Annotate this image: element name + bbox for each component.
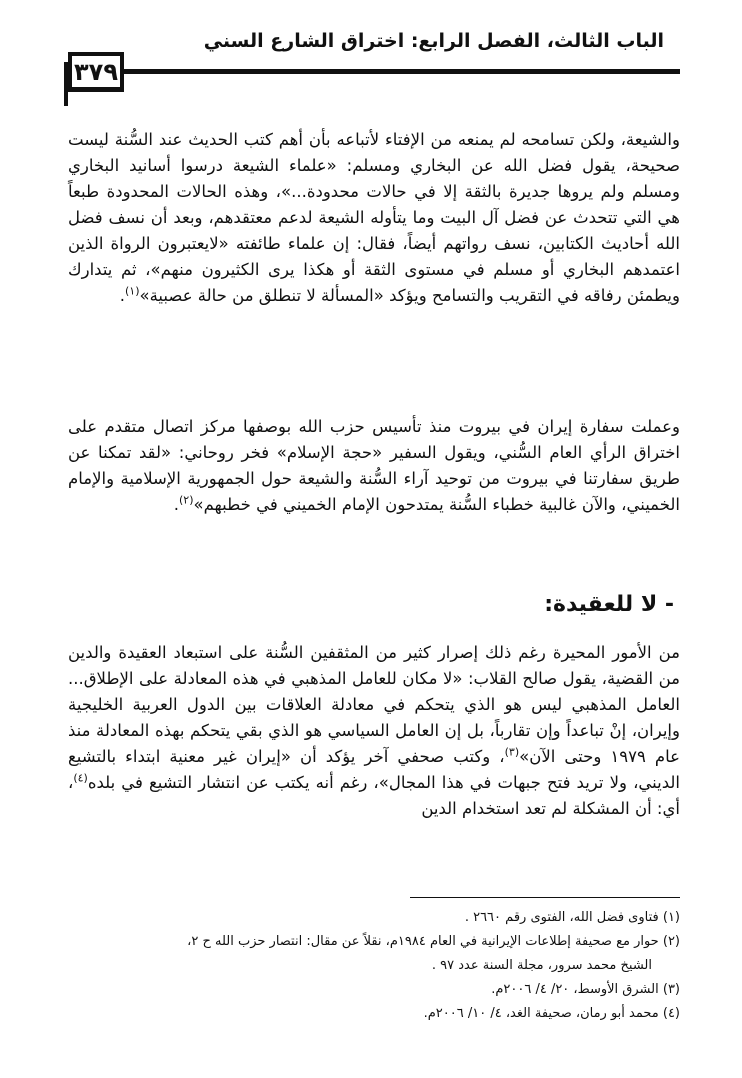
paragraph-3-text-a: من الأمور المحيرة رغم ذلك إصرار كثير من المثقفين السُّنة على استبعاد العقيدة والدين من القضية، يقول صالح القلاب: «لا مكان للعامل المذهبي في هذه المعادلة على الإطلاق... العامل المذهبي ليس هو الذي يتحكم في معادلة العلاقات بين الدول العربية الخليجية وإيران، إنْ تباعداً وإن تقارباً، بل إن العامل السياسي هو الذي بقي يتحكم بهذه المعادلة منذ عام ١٩٧٩ وحتى الآن» [68, 643, 680, 766]
paragraph-1-text: والشيعة، ولكن تسامحه لم يمنعه من الإفتاء لأتباعه بأن أهم كتب الحديث عند السُّنة ليست صحيحة، يقول فضل الله عن البخاري ومسلم: «علماء الشيعة درسوا أسانيد البخاري ومسلم ولم يروها جديرة بالثقة إلا في حالات محدودة...»، وهذه الحالات المحدودة طبعاً هي التي تتحدث عن فضل آل البيت وما يتأوله الشيعة لدعم معتقدهم، وبعد أن نسف فضل الله أحاديث الكتابين، نسف رواتهم أيضاً، فقال: إن علماء طائفته «لايعتبرون الرواة الذين اعتمدهم البخاري أو مسلم في مستوى الثقة أو هكذا يرى الكثيرون منهم»، ثم يتدارك ويطمئن رفاقه في التقريب والتسامح ويؤكد «المسألة لا تنطلق من حالة عصبية» [68, 130, 680, 305]
running-header-title: الباب الثالث، الفصل الرابع: اختراق الشارع السني [203, 30, 664, 52]
paragraph-2-text: وعملت سفارة إيران في بيروت منذ تأسيس حزب الله بوصفها مركز اتصال متقدم على اختراق الرأي العام السُّني، ويقول السفير «حجة الإسلام» فخر روحاني: «لقد تمكنا عن طريق سفارتنا في بيروت من توحيد آراء السُّنة والشيعة حول الجمهورية الإسلامية والإمام الخميني، والآن غالبية خطباء السُّنة يمتدحون الإمام الخميني في خطبهم» [68, 417, 680, 514]
footnote-1: (١) فتاوى فضل الله، الفتوى رقم ٢٦٦٠ . [464, 910, 680, 925]
paragraph-3 [68, 640, 680, 822]
footnotes [68, 906, 680, 1026]
footnote-ref-3: (٣) [504, 745, 520, 759]
paragraph-2 [68, 414, 680, 518]
header-rule [124, 69, 680, 74]
footnote-ref-4: (٤) [73, 771, 88, 785]
section-heading: - لا للعقيدة: [544, 592, 674, 617]
page-number: ٣٧٩ [74, 57, 118, 86]
footnote-separator [410, 897, 680, 898]
footnote-4: (٤) محمد أبو رمان، صحيفة الغد، ٤/ ١٠/ ٢٠٠٦م. [423, 1006, 680, 1021]
footnote-ref-2: (٢) [178, 493, 194, 507]
footnote-2: (٢) حوار مع صحيفة إطلاعات الإيرانية في العام ١٩٨٤م، نقلاً عن مقال: انتصار حزب الله ح ٢، [187, 934, 680, 949]
paragraph-1-end: . [119, 286, 125, 305]
page-number-shadow [64, 62, 68, 106]
page-number-box [68, 52, 124, 92]
paragraph-3-text-c: ، أي: أن المشكلة لم تعد استخدام الدين [68, 773, 680, 818]
footnote-3: (٣) الشرق الأوسط، ٢٠/ ٤/ ٢٠٠٦م. [491, 982, 680, 997]
paragraph-3-text-b: ، وكتب صحفي آخر يؤكد أن «إيران غير معنية ابتداء بالتشيع الديني، ولا تريد فتح جبهات في هذا المجال»، رغم أنه يكتب عن انتشار التشيع في بلده [68, 747, 680, 792]
footnote-ref-1: (١) [124, 284, 140, 298]
paragraph-1 [68, 127, 680, 309]
footnote-2-continued: الشيخ محمد سرور، مجلة السنة عدد ٩٧ . [431, 958, 652, 973]
paragraph-2-end: . [173, 495, 179, 514]
